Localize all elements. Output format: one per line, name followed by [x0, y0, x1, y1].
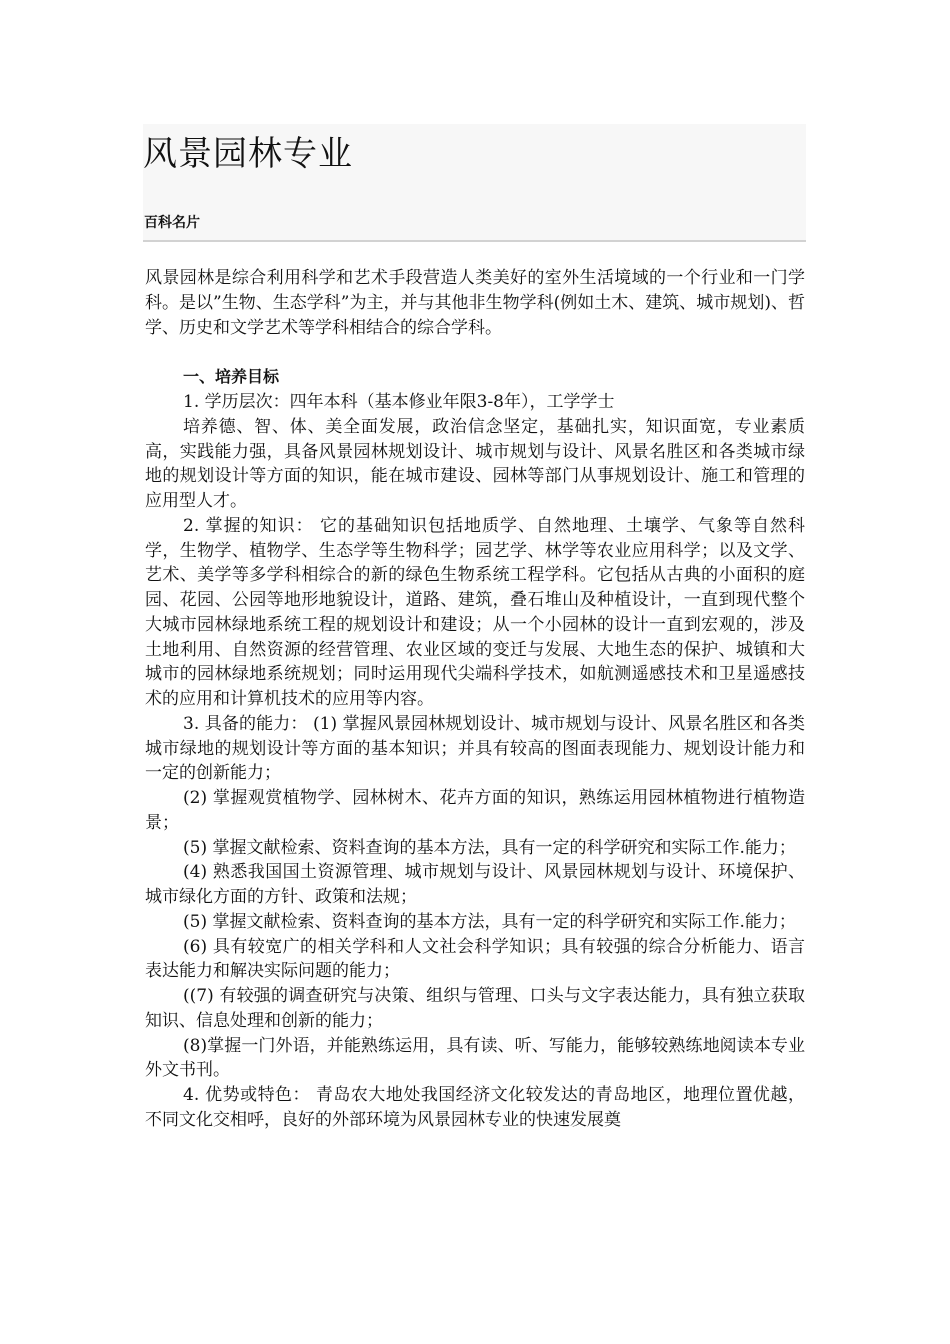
paragraph-degree-level: 1. 学历层次：四年本科（基本修业年限3-8年），工学学士 — [183, 392, 615, 412]
ability-item-4: (4) 熟悉我国国土资源管理、城市规划与设计、风景园林规划与设计、环境保护、城市绿化方面的方针、政策和法规； — [145, 862, 805, 907]
ability-item-3: (5) 掌握文献检索、资料查询的基本方法，具有一定的科学研究和实际工作.能力； — [183, 837, 796, 858]
ability-item-8: (8)掌握一门外语，并能熟练运用，具有读、听、写能力，能够较熟练地阅读本专业外文书刊。 — [145, 1035, 805, 1081]
paragraph-training-goal: 培养德、智、体、美全面发展，政治信念坚定，基础扎实，知识面宽，专业素质高，实践能力强，具备风景园林规划设计、城市规划与设计、风景名胜区和各类城市绿地的规划设计等方面的知识，能在城市建设、园林等部门从事规划设计、施工和管理的应用型人才。 — [145, 416, 805, 511]
page-title: 风景园林专业 — [143, 134, 353, 174]
ability-item-7: ((7) 有较强的调查研究与决策、组织与管理、口头与文字表达能力，具有独立获取知识、信息处理和创新的能力； — [145, 986, 805, 1031]
ability-item-2: (2) 掌握观赏植物学、园林树木、花卉方面的知识，熟练运用园林植物进行植物造景； — [145, 788, 805, 833]
encyclopedia-card-label: 百科名片 — [144, 215, 200, 231]
article-body — [145, 266, 805, 1133]
section-heading: 一、培养目标 — [183, 367, 280, 387]
encyclopedia-header — [143, 124, 806, 242]
ability-item-6: (6) 具有较宽广的相关学科和人文社会科学知识；具有较强的综合分析能力、语言表达能力和解决实际问题的能力； — [145, 936, 805, 982]
paragraph-advantages: 4. 优势或特色： 青岛农大地处我国经济文化较发达的青岛地区，地理位置优越，不同文化交相呼，良好的外部环境为风景园林专业的快速发展奠 — [145, 1085, 805, 1130]
intro-paragraph: 风景园林是综合利用科学和艺术手段营造人类美好的室外生活境域的一个行业和一门学科。是以”生物、生态学科”为主，并与其他非生物学科(例如土木、建筑、城市规划)、哲学、历史和文学艺术等学科相结合的综合学科。 — [145, 268, 805, 338]
paragraph-knowledge: 2. 掌握的知识： 它的基础知识包括地质学、自然地理、土壤学、气象等自然科学，生物学、植物学、生态学等生物科学；园艺学、林学等农业应用科学；以及文学、艺术、美学等多学科相综合的新的绿色生物系统工程学科。它包括从古典的小面积的庭园、花园、公园等地形地貌设计，道路、建筑，叠石堆山及种植设计，一直到现代整个大城市园林绿地系统工程的规划设计和建设；从一个小园林的设计一直到宏观的，涉及土地利用、自然资源的经营管理、农业区域的变迁与发展、大地生态的保护、城镇和大城市的园林绿地系统规划；同时运用现代尖端科学技术，如航测遥感技术和卫星遥感技术的应用和计算机技术的应用等内容。 — [145, 515, 805, 709]
ability-item-5: (5) 掌握文献检索、资料查询的基本方法，具有一定的科学研究和实际工作.能力； — [183, 911, 796, 932]
paragraph-abilities: 3. 具备的能力： (1) 掌握风景园林规划设计、城市规划与设计、风景名胜区和各类城市绿地的规划设计等方面的基本知识；并具有较高的图面表现能力、规划设计能力和一定的创新能力； — [145, 713, 805, 784]
paragraph-spacer — [145, 340, 805, 365]
